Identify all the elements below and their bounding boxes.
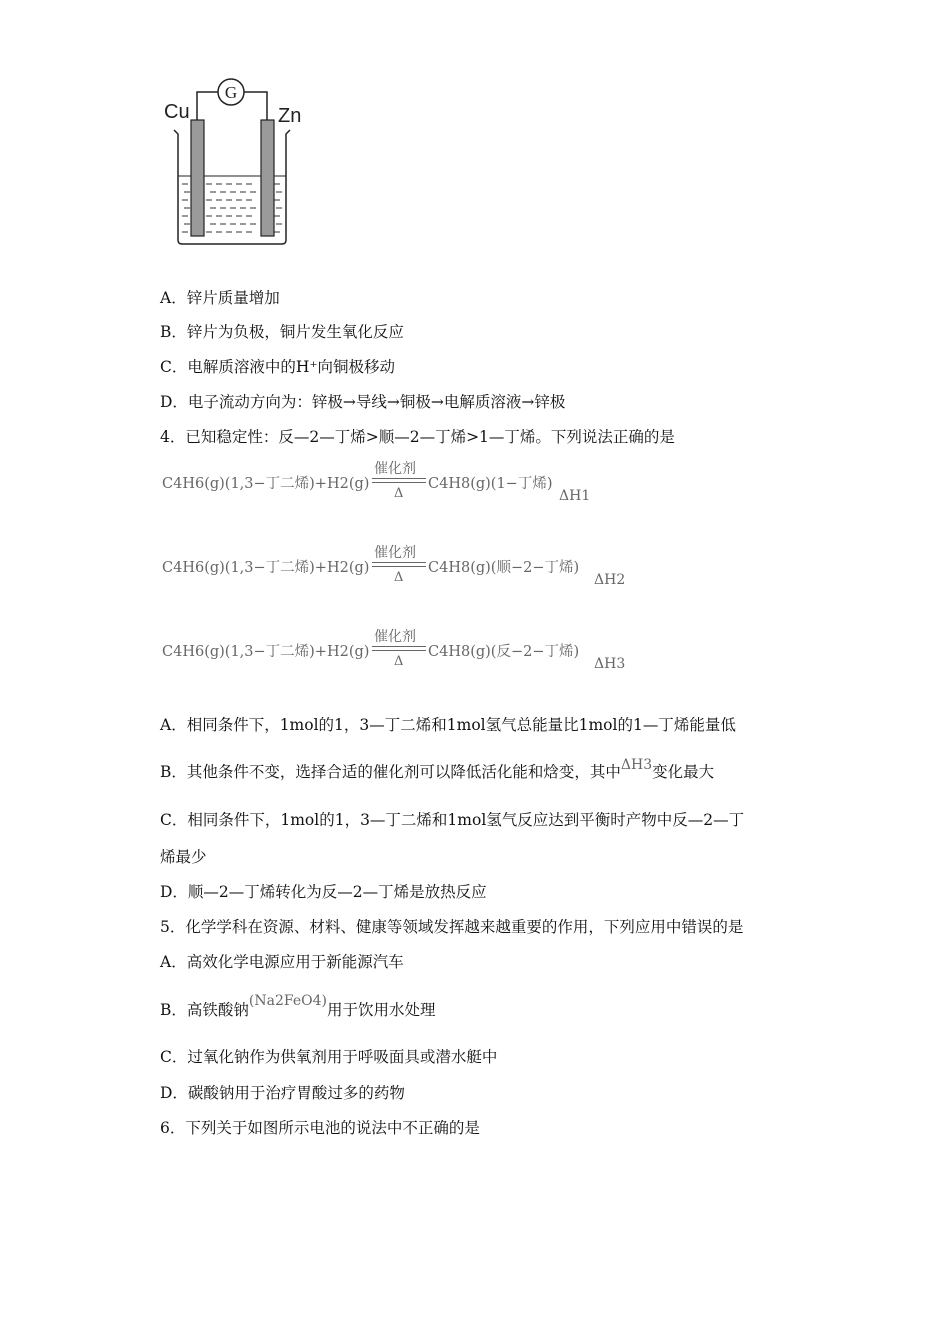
q4-option-c-line2: 烯最少 [160,848,207,866]
zinc-label: Zn [278,105,302,127]
galvanometer-label: G [224,83,238,102]
q4-option-a: A．相同条件下，1mol的1，3—丁二烯和1mol氢气总能量比1mol的1—丁烯能量低 [160,716,736,734]
equation-1 [162,458,602,504]
equation-3-left: C4H6(g)(1,3−丁二烯)+H2(g) [162,644,370,660]
equation-1-dh: ΔH1 [559,488,591,504]
equation-3-catalyst: 催化剂 [374,629,416,645]
equation-2-heat: Δ [394,570,404,585]
equation-3-arrow [372,646,426,651]
q5-option-b [160,993,436,1020]
q3-option-a: A．锌片质量增加 [160,289,280,307]
zinc-electrode [261,120,274,236]
equation-3-dh: ΔH3 [594,656,626,672]
q4-stem: 4．已知稳定性：反—2—丁烯>顺—2—丁烯>1—丁烯。下列说法正确的是 [160,428,675,446]
equation-2-dh: ΔH2 [594,572,626,588]
q5-option-b-text: B．高铁酸钠 [160,1001,249,1019]
copper-electrode [191,120,204,236]
q5-option-b-tail: 用于饮用水处理 [326,1001,436,1019]
equation-2-right: C4H8(g)(顺−2−丁烯) [428,560,580,576]
equation-2-left: C4H6(g)(1,3−丁二烯)+H2(g) [162,560,370,576]
q6-stem: 6．下列关于如图所示电池的说法中不正确的是 [160,1119,480,1137]
q4-option-b [160,757,715,782]
equation-1-heat: Δ [394,486,404,501]
q5-stem: 5．化学学科在资源、材料、健康等领域发挥越来越重要的作用，下列应用中错误的是 [160,918,744,936]
equation-3 [162,626,632,672]
equation-2 [162,542,632,588]
q4-option-c-line1: C．相同条件下，1mol的1，3—丁二烯和1mol氢气反应达到平衡时产物中反—2—丁 [160,811,745,829]
q4-option-b-tail: 变化最大 [652,763,715,781]
q5-option-b-formula: (Na2FeO4) [248,993,327,1009]
q5-option-d: D．碳酸钠用于治疗胃酸过多的药物 [160,1084,405,1102]
copper-label: Cu [164,101,190,123]
equation-3-right: C4H8(g)(反−2−丁烯) [428,644,580,660]
equation-1-arrow [372,478,426,483]
q5-option-a: A．高效化学电源应用于新能源汽车 [160,953,404,971]
equation-1-right: C4H8(g)(1−丁烯) [428,476,553,492]
equation-2-arrow [372,562,426,567]
q4-option-b-text: B．其他条件不变，选择合适的催化剂可以降低活化能和焓变，其中 [160,763,621,781]
equation-2-catalyst: 催化剂 [374,545,416,561]
q4-option-d: D．顺—2—丁烯转化为反—2—丁烯是放热反应 [160,883,487,901]
galvanic-cell-figure [160,78,320,250]
q3-option-b: B．锌片为负极，铜片发生氧化反应 [160,323,404,341]
q3-option-c: C．电解质溶液中的H⁺向铜极移动 [160,358,396,376]
equation-1-catalyst: 催化剂 [374,461,416,477]
galvanic-cell-diagram [160,78,320,250]
equation-1-left: C4H6(g)(1,3−丁二烯)+H2(g) [162,476,370,492]
q3-option-d: D．电子流动方向为：锌极→导线→铜极→电解质溶液→锌极 [160,393,566,411]
q4-option-b-formula: ΔH3 [620,757,653,773]
equation-3-heat: Δ [394,654,404,669]
q5-option-c: C．过氧化钠作为供氧剂用于呼吸面具或潜水艇中 [160,1048,498,1066]
